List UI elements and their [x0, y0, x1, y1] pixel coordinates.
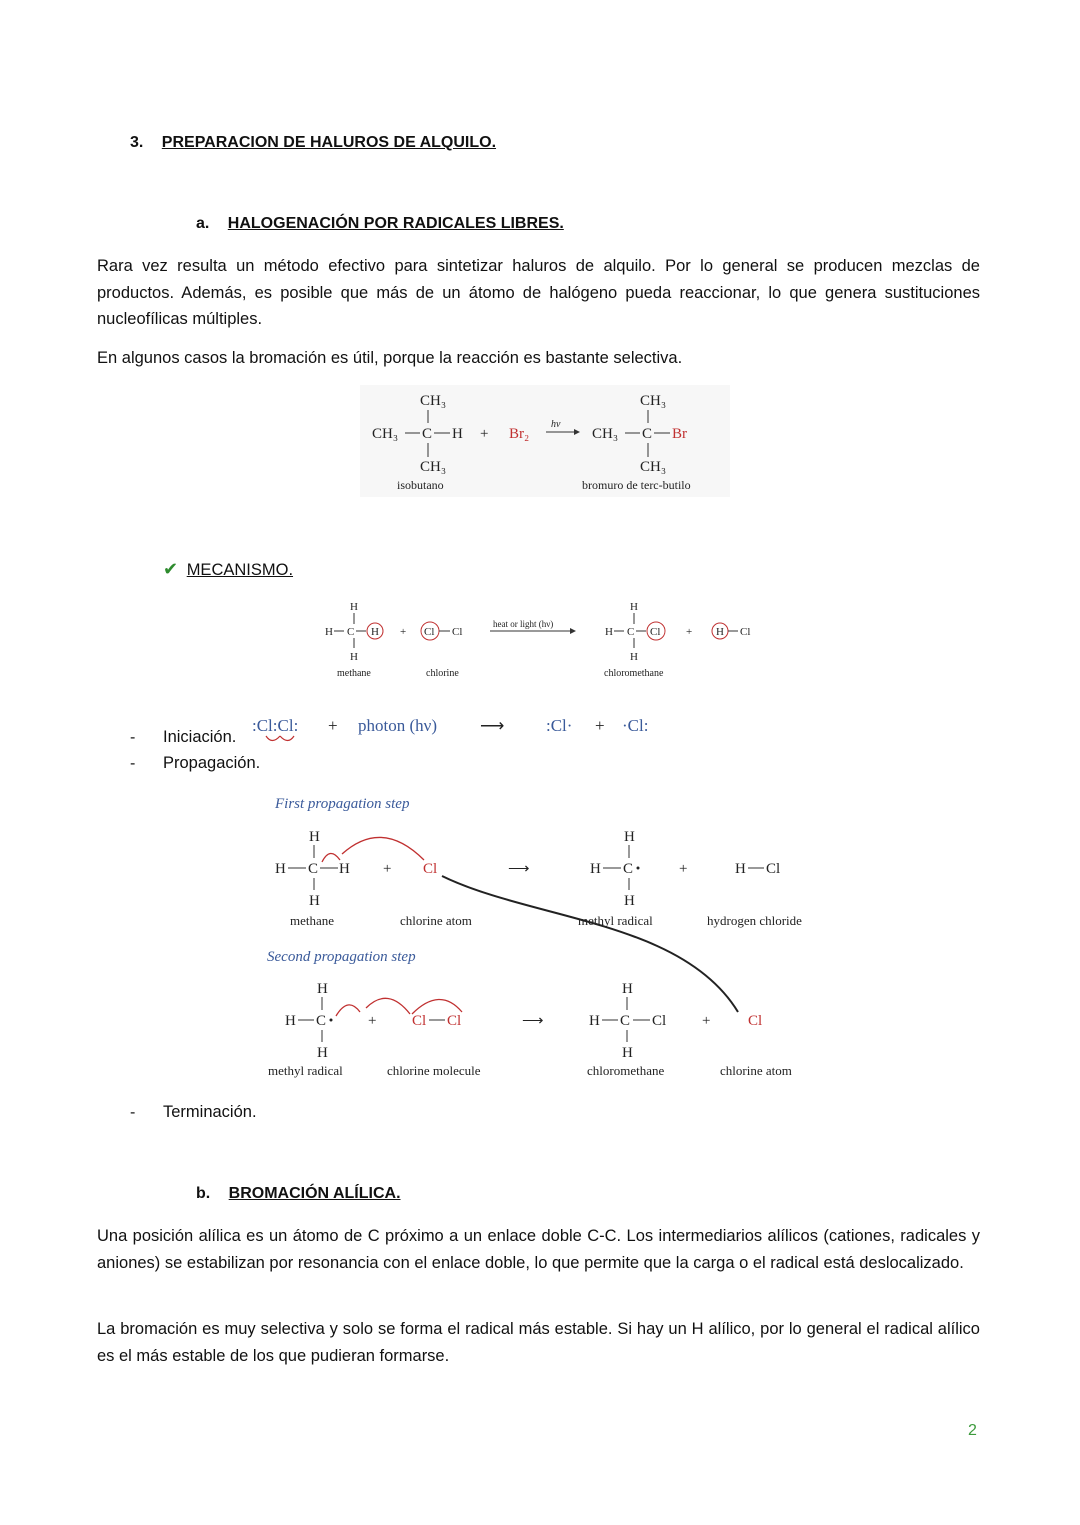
- subsection-heading-b: [196, 1185, 401, 1203]
- plus-2: +: [686, 626, 693, 638]
- methane-c: C: [308, 861, 319, 877]
- radical2-c: C: [316, 1013, 327, 1029]
- subsection-title: BROMACIÓN ALÍLICA.: [228, 1185, 401, 1202]
- radical-h-top: H: [624, 829, 635, 845]
- plus-b: +: [679, 861, 688, 877]
- methane-h-left: H: [325, 626, 333, 638]
- cl2-cl-left: Cl: [412, 1013, 427, 1029]
- section-title: PREPARACION DE HALUROS DE ALQUILO.: [161, 134, 497, 151]
- chloromethane-label: chloromethane: [587, 1063, 665, 1078]
- bullet-dash: -: [130, 755, 136, 772]
- section-number: 3.: [130, 134, 144, 151]
- hv-label: hv: [551, 419, 561, 430]
- methane-chlorination-reaction: [320, 596, 770, 682]
- initiation-arrow: ⟶: [480, 716, 505, 735]
- initiation-reaction: [250, 703, 670, 749]
- initiation-label: Iniciación.: [163, 728, 237, 746]
- methane-h-bottom: H: [309, 893, 320, 909]
- arrow-a: ⟶: [508, 861, 530, 877]
- radical-c: C: [623, 861, 634, 877]
- chloromethane-label: chloromethane: [604, 668, 664, 679]
- methane-h-left: H: [275, 861, 286, 877]
- methane-h-top: H: [350, 601, 358, 613]
- methane-label: methane: [337, 668, 371, 679]
- chlorine-cl-circled: Cl: [424, 626, 435, 638]
- subsection-letter: b.: [196, 1185, 211, 1202]
- chlorine-molecule: :Cl:Cl:: [252, 716, 299, 735]
- bromine-product: Br: [672, 426, 687, 442]
- hydrogen-chloride-label: hydrogen chloride: [707, 913, 802, 928]
- mechanism-title: MECANISMO.: [186, 561, 294, 579]
- methane-h-top: H: [309, 829, 320, 845]
- chlorine-radical-1: :Cl·: [546, 716, 573, 735]
- bullet-dash: -: [130, 729, 136, 746]
- heat-light-label: heat or light (hν): [493, 619, 554, 629]
- hcl-h-circled: H: [716, 626, 724, 638]
- hcl-h: H: [735, 861, 746, 877]
- bromine-reagent: Br₂: [509, 426, 530, 442]
- paragraph-bromination: En algunos casos la bromación es útil, porque la reacción es bastante selectiva.: [97, 349, 683, 367]
- chloromethane-h-left: H: [605, 626, 613, 638]
- methyl-bottom-right: CH₃: [640, 459, 667, 475]
- chloromethane-h-top: H: [630, 601, 638, 613]
- hcl-cl: Cl: [740, 626, 751, 638]
- cm-c: C: [620, 1013, 631, 1029]
- chlorine-atom-label: chlorine atom: [400, 913, 472, 928]
- page-number: 2: [968, 1422, 977, 1439]
- cm-h-left: H: [589, 1013, 600, 1029]
- termination-label: Terminación.: [163, 1103, 257, 1121]
- paragraph-intro: Rara vez resulta un método efectivo para sintetizar haluros de alquilo. Por lo general se producen mezclas de productos. Además, es posible que más de un átomo de halógeno pueda reaccionar, lo que genera sustituciones nucleofílicas múltiples.: [97, 257, 980, 328]
- methyl-radical-label: methyl radical: [578, 913, 653, 928]
- plus-a: +: [383, 861, 392, 877]
- chlorine-atom-2: Cl: [748, 1013, 763, 1029]
- chlorine-radical-2: ·Cl:: [622, 716, 649, 735]
- radical2-h-bottom: H: [317, 1045, 328, 1061]
- methane-h-bottom: H: [350, 651, 358, 663]
- propagation-label: Propagación.: [163, 754, 261, 772]
- chlorine-atom-label-2: chlorine atom: [720, 1063, 792, 1078]
- paragraph-allylic: Una posición alílica es un átomo de C próximo a un enlace doble C-C. Los intermediarios alílicos (cationes, radicales y aniones) se estabilizan por resonancia con el enlace doble, lo que permite que la carga o el radical está deslocalizado.: [97, 1227, 980, 1272]
- radical2-h-top: H: [317, 981, 328, 997]
- chlorine-molecule-label: chlorine molecule: [387, 1063, 481, 1078]
- chloromethane-h-bottom: H: [630, 651, 638, 663]
- initiation-plus: +: [328, 716, 338, 735]
- plus-d: +: [702, 1013, 711, 1029]
- cm-h-bottom: H: [622, 1045, 633, 1061]
- radical-h-bottom: H: [624, 893, 635, 909]
- radical-h-left: H: [590, 861, 601, 877]
- methyl-right: CH₃: [592, 426, 619, 442]
- bullet-dash: -: [130, 1104, 136, 1121]
- methane-c: C: [347, 626, 355, 638]
- arrow-b: ⟶: [522, 1013, 544, 1029]
- first-step-title: First propagation step: [275, 796, 410, 812]
- hydrogen-left: H: [452, 426, 463, 442]
- subsection-letter: a.: [196, 215, 210, 232]
- methyl-radical-label-2: methyl radical: [268, 1063, 343, 1078]
- chlorine-atom: Cl: [423, 861, 438, 877]
- tert-butyl-bromide-label: bromuro de terc-butilo: [582, 478, 691, 492]
- second-step-title: Second propagation step: [267, 949, 416, 965]
- central-carbon-left: C: [422, 426, 433, 442]
- propagation-mechanism: [262, 790, 822, 1082]
- central-carbon-right: C: [642, 426, 653, 442]
- hcl-cl: Cl: [766, 861, 781, 877]
- methyl-bottom-left: CH₃: [420, 459, 447, 475]
- section-heading: [130, 134, 496, 152]
- methyl-top-left: CH₃: [420, 393, 447, 409]
- chlorine-label: chlorine: [426, 668, 459, 679]
- isobutane-label: isobutano: [397, 478, 444, 492]
- subsection-title: HALOGENACIÓN POR RADICALES LIBRES.: [227, 215, 564, 232]
- chloromethane-cl-circled: Cl: [650, 626, 661, 638]
- methyl-top-right: CH₃: [640, 393, 667, 409]
- plus-sign: +: [480, 426, 489, 442]
- methyl-left: CH₃: [372, 426, 399, 442]
- paragraph-selectivity: La bromación es muy selectiva y solo se forma el radical más estable. Si hay un H alílico, por lo general el radical alílico es el más estable de los que pudieran formarse.: [97, 1320, 980, 1365]
- isobutane-bromination-reaction: [360, 385, 730, 497]
- cl2-cl-right: Cl: [447, 1013, 462, 1029]
- radical2-h-left: H: [285, 1013, 296, 1029]
- checkmark-icon: ✔: [163, 559, 179, 579]
- chloromethane-c: C: [627, 626, 635, 638]
- photon-label: photon (hν): [358, 716, 437, 735]
- methane-h-right: H: [339, 861, 350, 877]
- plus-c: +: [368, 1013, 377, 1029]
- initiation-plus-2: +: [595, 716, 605, 735]
- subsection-heading-a: [196, 215, 564, 233]
- cm-cl: Cl: [652, 1013, 667, 1029]
- methane-label: methane: [290, 913, 335, 928]
- cm-h-top: H: [622, 981, 633, 997]
- chlorine-cl: Cl: [452, 626, 463, 638]
- mechanism-heading: [163, 559, 293, 580]
- plus-1: +: [400, 626, 407, 638]
- methane-h-circled: H: [371, 626, 379, 638]
